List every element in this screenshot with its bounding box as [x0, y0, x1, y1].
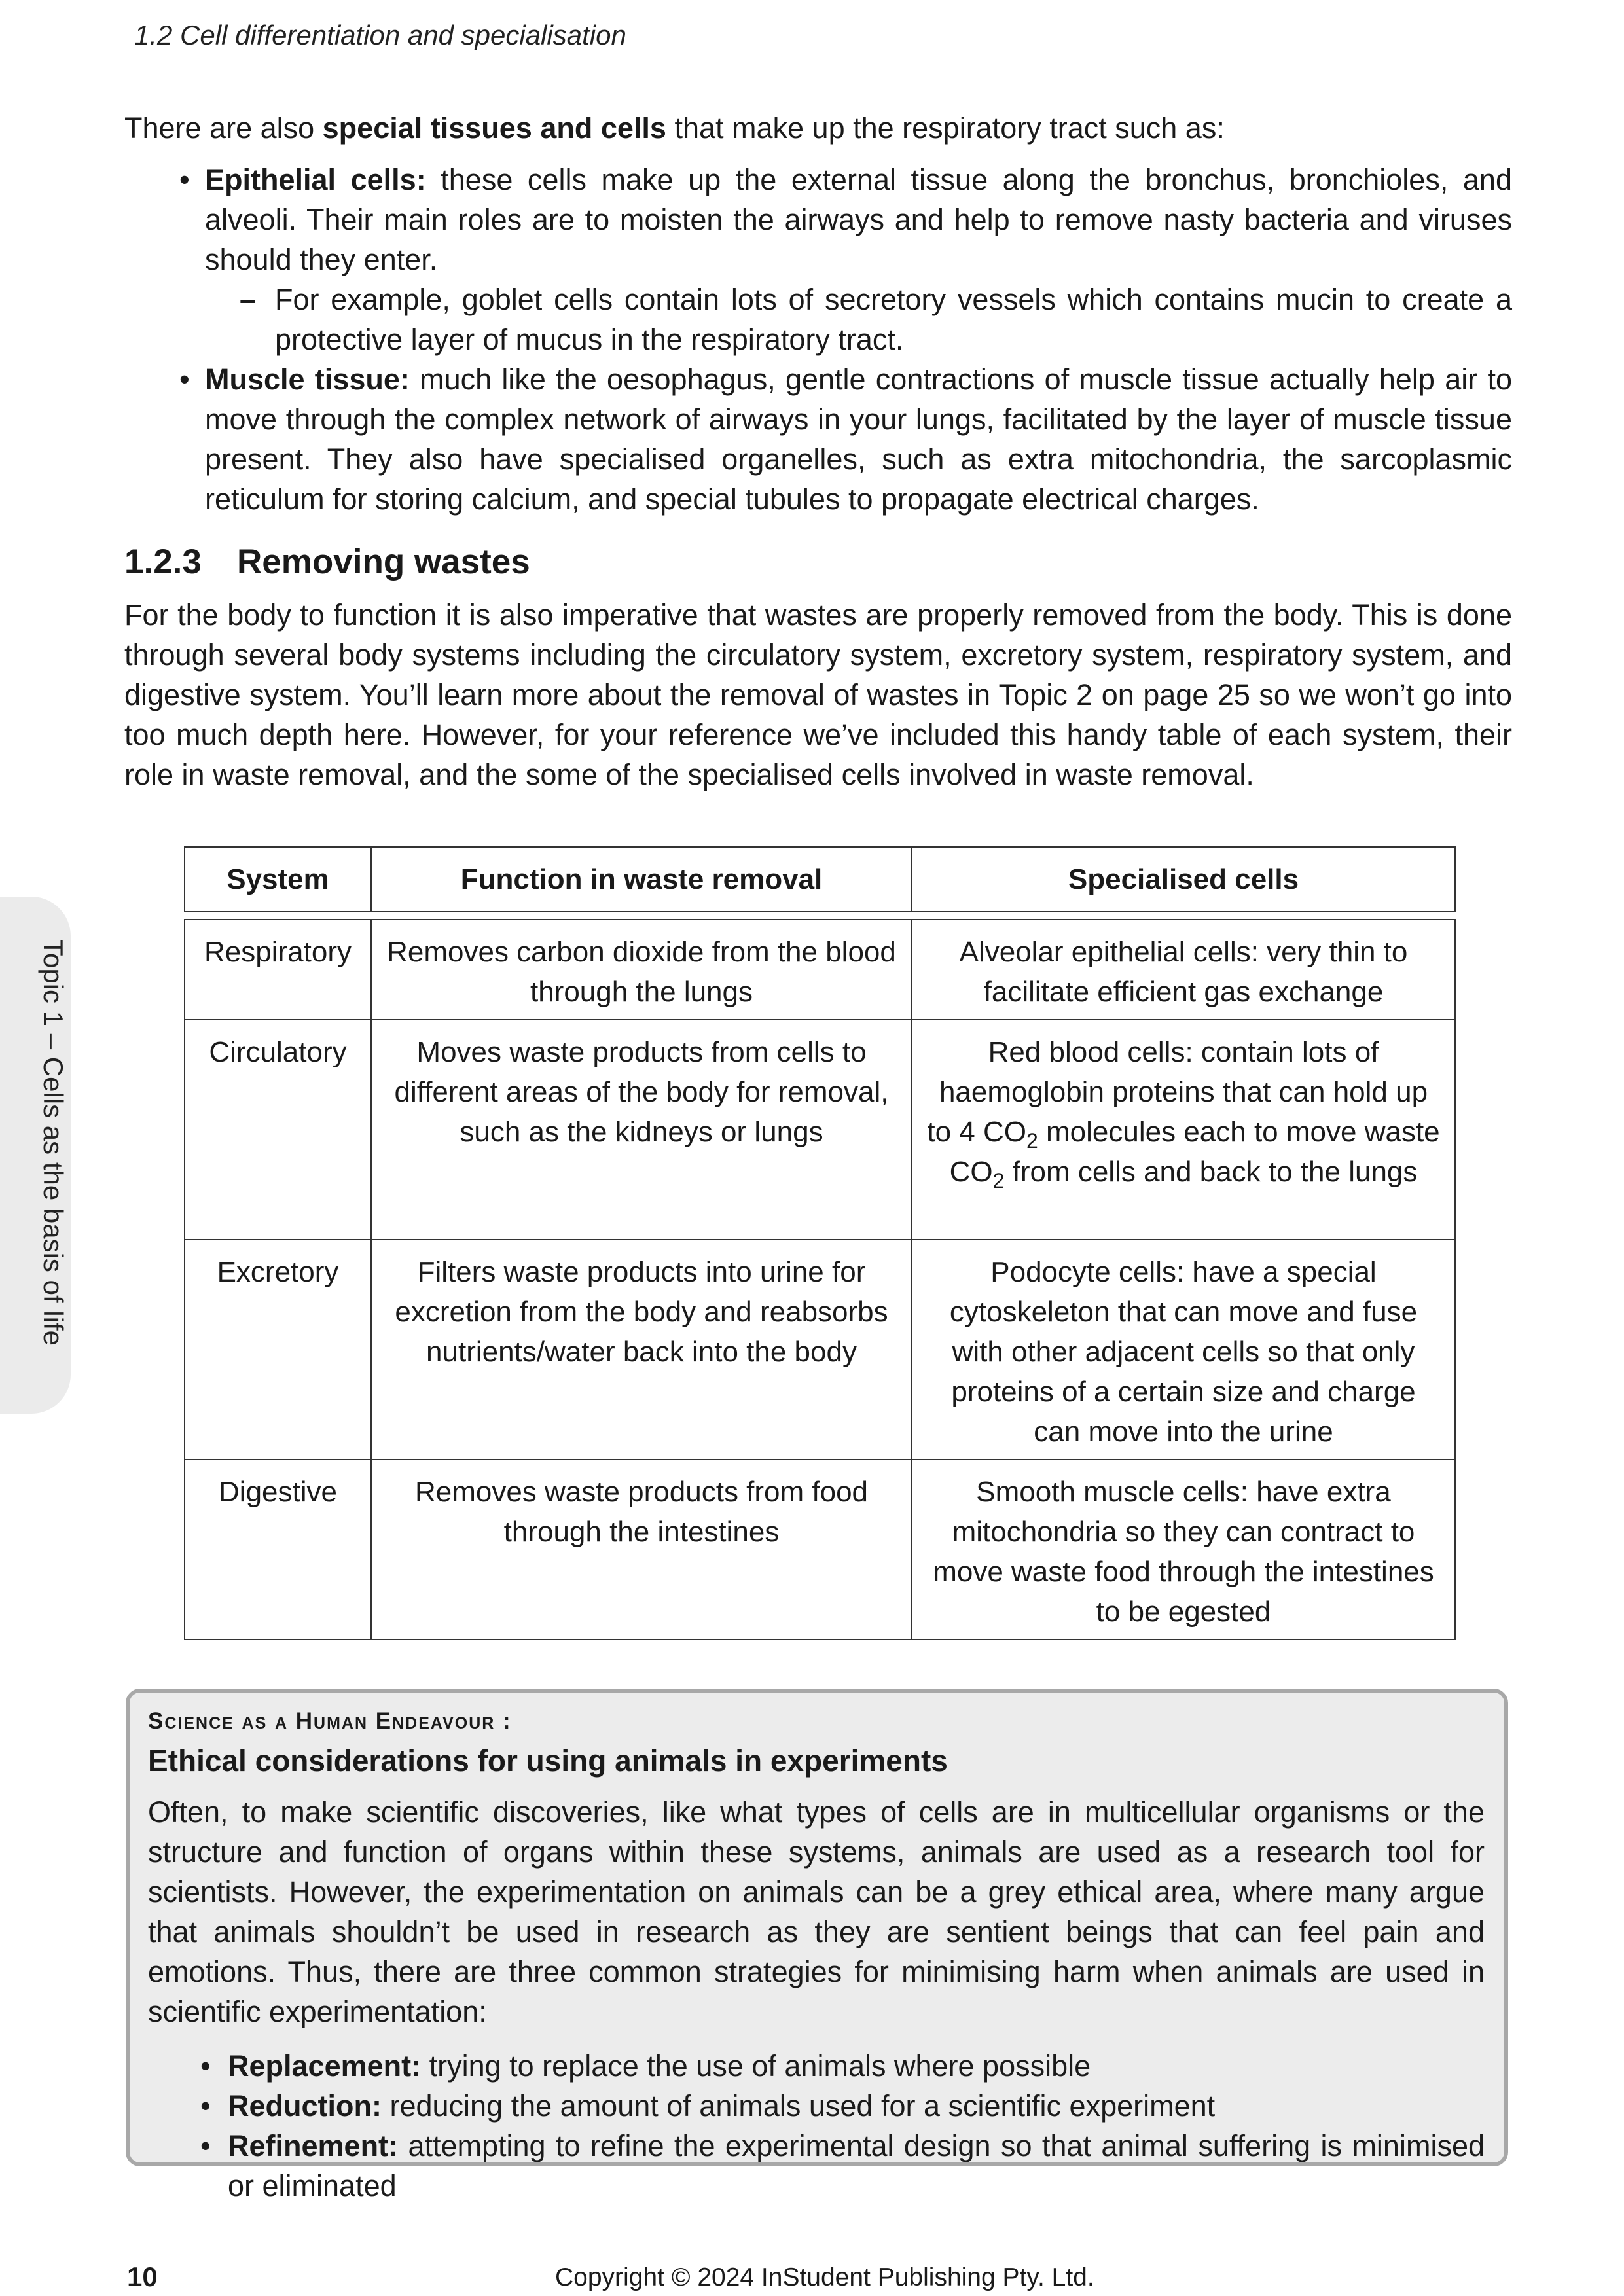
box-title: Ethical considerations for using animals in experiments [148, 1744, 948, 1778]
sub-list-item-goblet: – For example, goblet cells contain lots of secretory vessels which contains mucin to create a protective layer of mucus in the respiratory tract. [205, 279, 1512, 359]
waste-removal-table [184, 846, 1456, 1640]
table-cell-function: Removes carbon dioxide from the blood through the lungs [371, 920, 912, 1020]
list-item: • Refinement: attempting to refine the experimental design so that animal suffering is minimised or eliminated [148, 2126, 1485, 2206]
table-cell-system: Circulatory [185, 1020, 371, 1240]
section-title: Removing wastes [237, 543, 530, 581]
box-kicker: Science as a Human Endeavour : [148, 1708, 512, 1734]
table-cell-system: Digestive [185, 1460, 371, 1640]
page-number: 10 [127, 2261, 158, 2292]
science-endeavour-box [126, 1689, 1508, 2202]
main-content [124, 108, 1512, 795]
harm-strategies-list [148, 2046, 1485, 2206]
section-number: 1.2.3 [124, 543, 202, 581]
table-row [185, 920, 1455, 1020]
intro-paragraph: There are also special tissues and cells that make up the respiratory tract such as: [124, 111, 1225, 145]
copyright-notice: Copyright © 2024 InStudent Publishing Pty. Ltd. [555, 2263, 1094, 2291]
list-item-epithelial: • Epithelial cells: these cells make up the external tissue along the bronchus, bronchioles, and alveoli. Their main roles are to moisten the airways and help to remove nasty bacteria and viruses should they enter. – For example, goblet cells contain lots of secretory vessels which contains mucin to create a protective layer of mucus in the respiratory tract. [124, 160, 1512, 359]
table-header-cells: Specialised cells [912, 847, 1455, 912]
table-row [185, 1240, 1455, 1460]
running-head: 1.2 Cell differentiation and specialisation [134, 20, 626, 50]
list-item-muscle: • Muscle tissue: much like the oesophagus, gentle contractions of muscle tissue actually help air to move through the complex network of airways in your lungs, facilitated by the layer of muscle tissue present. They also have specialised organelles, such as extra mitochondria, the sarcoplasmic reticulum for storing calcium, and special tubules to propagate electrical charges. [124, 359, 1512, 519]
table-cell-cells: Alveolar epithelial cells: very thin to facilitate efficient gas exchange [912, 920, 1455, 1020]
section-paragraph: For the body to function it is also imperative that wastes are properly removed from the body. This is done through several body systems including the circulatory system, excretory system, respiratory system, and digestive system. You’ll learn more about the removal of wastes in Topic 2 on page 25 so we won’t go into too much depth here. However, for your reference we’ve included this handy table of each system, their role in waste removal, and the some of the specialised cells involved in waste removal. [124, 598, 1512, 791]
table-cell-function: Removes waste products from food through the intestines [371, 1460, 912, 1640]
respiratory-tissue-list [124, 160, 1512, 519]
table-header-function: Function in waste removal [371, 847, 912, 912]
list-item: • Replacement: trying to replace the use of animals where possible [148, 2046, 1485, 2086]
table-cell-system: Excretory [185, 1240, 371, 1460]
table-cell-function: Moves waste products from cells to different areas of the body for removal, such as the kidneys or lungs [371, 1020, 912, 1240]
section-heading [124, 539, 1512, 586]
table-cell-cells: Smooth muscle cells: have extra mitochondria so they can contract to move waste food through the intestines to be egested [912, 1460, 1455, 1640]
topic-side-tab-label: Topic 1 – Cells as the basis of life [38, 939, 69, 1346]
list-item: • Reduction: reducing the amount of animals used for a scientific experiment [148, 2086, 1485, 2126]
table-header-system: System [185, 847, 371, 912]
table-row [185, 1020, 1455, 1240]
table-cell-cells: Red blood cells: contain lots of haemoglobin proteins that can hold up to 4 $CO_2$ molecules each to move waste $CO_2$ from cells and back to the lungs [912, 1020, 1455, 1240]
box-paragraph: Often, to make scientific discoveries, like what types of cells are in multicellular organisms or the structure and function of organs within these systems, animals are used as a research tool for scientists. However, the experimentation on animals can be a grey ethical area, where many argue that animals shouldn’t be used in research as they are sentient beings that can feel pain and emotions. Thus, there are three common strategies for minimising harm when animals are used in scientific experimentation: [148, 1795, 1485, 2028]
table-cell-function: Filters waste products into urine for excretion from the body and reabsorbs nutrients/water back into the body [371, 1240, 912, 1460]
table-header-row [185, 847, 1455, 912]
table-cell-cells: Podocyte cells: have a special cytoskeleton that can move and fuse with other adjacent cells so that only proteins of a certain size and charge can move into the urine [912, 1240, 1455, 1460]
table-row [185, 1460, 1455, 1640]
table-cell-system: Respiratory [185, 920, 371, 1020]
table-gap [185, 912, 1455, 920]
sub-list [205, 279, 1512, 359]
